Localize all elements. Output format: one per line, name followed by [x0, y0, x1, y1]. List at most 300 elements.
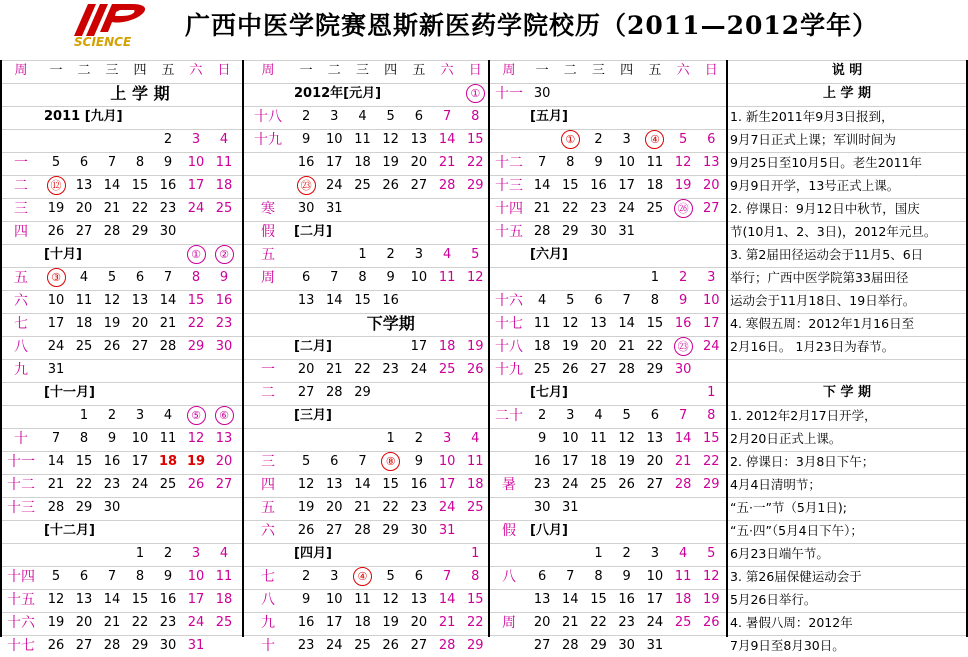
holiday-marker: ④: [353, 567, 372, 586]
day-cell: 21: [674, 454, 692, 469]
day-cell: 17: [410, 339, 428, 354]
day-cell: 12: [187, 431, 205, 446]
day-cell: 10: [703, 293, 720, 308]
day-cell: [292, 175, 320, 197]
day-cell: 17: [187, 178, 205, 193]
day-cell: 29: [467, 178, 484, 193]
day-cell: 24: [410, 362, 428, 377]
day-cell: 27: [297, 385, 315, 400]
day-cell: 4: [678, 546, 688, 561]
week-number: 十一: [495, 86, 523, 102]
day-cell: 19: [618, 454, 635, 469]
note-line: 9月7日正式上课；军训时间为: [730, 132, 896, 147]
week-number: 十七: [7, 638, 35, 654]
header-day: 一: [299, 63, 313, 78]
week-number: 一: [261, 362, 275, 378]
note-line: 2. 停课日：3月8日下午；: [730, 454, 875, 469]
day-cell: 7: [566, 569, 575, 584]
day-cell: 9: [678, 293, 688, 308]
week-number: 十二: [495, 155, 523, 171]
day-cell: 22: [703, 454, 720, 469]
page-title: 广西中医学院赛恩斯新医药学院校历（2011—2012学年）: [185, 11, 879, 40]
day-cell: 4: [163, 408, 173, 423]
day-cell: 30: [590, 224, 607, 239]
day-cell: 1: [471, 546, 480, 561]
day-cell: 29: [590, 638, 607, 653]
day-cell: 31: [562, 500, 579, 515]
holiday-marker: ⑥: [215, 406, 234, 425]
day-cell: 5: [471, 247, 480, 262]
day-cell: 24: [646, 615, 664, 630]
day-cell: 5: [678, 132, 688, 147]
day-cell: 16: [674, 316, 692, 331]
note-line: 2月20日正式上课。: [730, 431, 842, 446]
day-cell: 28: [159, 339, 177, 354]
day-cell: 2: [414, 431, 424, 446]
day-cell: 2: [386, 247, 395, 262]
day-cell: 10: [326, 132, 343, 147]
day-cell: 27: [215, 477, 233, 492]
day-cell: 28: [354, 523, 371, 538]
day-cell: 31: [646, 638, 664, 653]
day-cell: 17: [646, 592, 664, 607]
day-cell: 15: [131, 592, 149, 607]
day-cell: 28: [103, 638, 121, 653]
day-cell: 12: [47, 592, 65, 607]
notes-heading: 下 学 期: [822, 385, 872, 400]
week-number: 十七: [495, 316, 523, 332]
day-cell: 22: [590, 615, 607, 630]
day-cell: 31: [618, 224, 635, 239]
week-number: 十九: [254, 132, 282, 148]
day-cell: 18: [438, 339, 456, 354]
week-number: 十四: [495, 201, 523, 217]
day-cell: 22: [467, 615, 484, 630]
day-cell: 3: [650, 546, 660, 561]
day-cell: 3: [330, 109, 339, 124]
day-cell: 18: [354, 615, 371, 630]
day-cell: 26: [297, 523, 315, 538]
note-line: “五·四”（5月4日下午）；: [730, 523, 863, 538]
day-cell: 10: [187, 569, 205, 584]
day-cell: 18: [674, 592, 692, 607]
day-cell: 29: [703, 477, 720, 492]
day-cell: 4: [442, 247, 452, 262]
day-cell: 11: [467, 454, 484, 469]
week-number: 假: [502, 523, 516, 539]
month-label: [十月]: [44, 247, 82, 262]
week-number: 八: [502, 569, 516, 585]
day-cell: 26: [103, 339, 121, 354]
note-line: 举行；广西中医学院第33届田径: [730, 270, 909, 285]
day-cell: [182, 244, 210, 266]
note-line: 5月26日举行。: [730, 592, 817, 607]
week-number: 周: [502, 615, 516, 631]
day-cell: 3: [707, 270, 716, 285]
note-line: 7月9日至8月30日。: [730, 638, 845, 653]
day-cell: 6: [414, 569, 424, 584]
day-cell: 22: [467, 155, 484, 170]
day-cell: 21: [326, 362, 343, 377]
day-cell: 13: [533, 592, 551, 607]
day-cell: 27: [410, 178, 428, 193]
day-cell: 12: [103, 293, 121, 308]
day-cell: 26: [562, 362, 579, 377]
day-cell: 13: [410, 592, 428, 607]
day-cell: 25: [354, 178, 371, 193]
day-cell: 20: [215, 454, 233, 469]
day-cell: 4: [358, 109, 367, 124]
month-label: [七月]: [530, 385, 568, 400]
week-number: 八: [261, 592, 275, 608]
day-cell: 29: [131, 224, 149, 239]
day-cell: 9: [163, 155, 173, 170]
day-cell: 10: [187, 155, 205, 170]
day-cell: 8: [358, 270, 367, 285]
day-cell: 12: [562, 316, 579, 331]
day-cell: 18: [354, 155, 371, 170]
day-cell: 26: [47, 638, 65, 653]
week-number: 五: [261, 247, 275, 263]
day-cell: 13: [590, 316, 607, 331]
day-cell: 4: [79, 270, 89, 285]
header-day: 一: [49, 63, 63, 78]
day-cell: 19: [562, 339, 579, 354]
day-cell: 27: [131, 339, 149, 354]
day-cell: 1: [650, 270, 660, 285]
day-cell: 23: [410, 500, 428, 515]
day-cell: 26: [382, 178, 399, 193]
month-label: [六月]: [530, 247, 568, 262]
day-cell: 5: [622, 408, 631, 423]
day-cell: 14: [438, 132, 456, 147]
day-cell: 5: [386, 109, 395, 124]
day-cell: 24: [438, 500, 456, 515]
day-cell: 14: [103, 178, 121, 193]
day-cell: 20: [75, 201, 93, 216]
week-number: 十五: [495, 224, 523, 240]
holiday-marker: ②: [215, 245, 234, 264]
day-cell: 5: [51, 569, 61, 584]
day-cell: 24: [47, 339, 65, 354]
week-number: 假: [261, 224, 275, 240]
header-day: 四: [620, 63, 634, 78]
day-cell: 28: [103, 224, 121, 239]
day-cell: 15: [382, 477, 399, 492]
day-cell: 5: [707, 546, 716, 561]
week-number: 六: [261, 523, 275, 539]
day-cell: 29: [467, 638, 484, 653]
day-cell: 16: [297, 155, 315, 170]
day-cell: [210, 405, 238, 427]
day-cell: 15: [467, 132, 484, 147]
week-number: 七: [261, 569, 275, 585]
header-day: 日: [217, 63, 231, 78]
header-day: 五: [161, 63, 175, 78]
day-cell: 23: [533, 477, 551, 492]
day-cell: 21: [354, 500, 371, 515]
header-week: 周: [261, 63, 275, 78]
day-cell: 13: [75, 592, 93, 607]
day-cell: 5: [51, 155, 61, 170]
week-number: 十三: [7, 500, 35, 516]
day-cell: 5: [386, 569, 395, 584]
note-line: 2. 停课日：9月12日中秋节，国庆: [730, 201, 920, 216]
day-cell: 21: [159, 316, 177, 331]
day-cell: 22: [354, 362, 371, 377]
day-cell: 25: [354, 638, 371, 653]
note-line: 运动会于11月18日、19日举行。: [730, 293, 916, 308]
header-day: 五: [412, 63, 426, 78]
week-number: 十六: [7, 615, 35, 631]
day-cell: 13: [410, 132, 428, 147]
day-cell: 3: [414, 247, 424, 262]
day-cell: 17: [131, 454, 149, 469]
day-cell: 22: [187, 316, 205, 331]
header-day: 五: [648, 63, 662, 78]
day-cell: 14: [326, 293, 343, 308]
day-cell: 12: [618, 431, 635, 446]
month-label: [十二月]: [44, 523, 95, 538]
day-cell: 15: [646, 316, 664, 331]
day-cell: 11: [215, 569, 233, 584]
day-cell: 19: [382, 155, 399, 170]
day-cell: 2: [301, 109, 311, 124]
day-cell: 30: [215, 339, 233, 354]
holiday-marker: ①: [466, 84, 485, 103]
note-line: 1. 新生2011年9月3日报到，: [730, 109, 894, 124]
day-cell: 13: [297, 293, 315, 308]
day-cell: 14: [533, 178, 551, 193]
week-number: 四: [14, 224, 28, 240]
day-cell: 23: [159, 201, 177, 216]
day-cell: 27: [326, 523, 343, 538]
day-cell: 27: [590, 362, 607, 377]
day-cell: 15: [131, 178, 149, 193]
week-number: 十一: [7, 454, 35, 470]
day-cell: 6: [79, 155, 89, 170]
holiday-marker: ㉖: [674, 199, 693, 218]
holiday-marker: ⑤: [187, 406, 206, 425]
day-cell: 23: [159, 615, 177, 630]
day-cell: 8: [707, 408, 716, 423]
day-cell: 7: [107, 569, 117, 584]
month-label: [八月]: [530, 523, 568, 538]
day-cell: 6: [135, 270, 145, 285]
day-cell: 29: [382, 523, 399, 538]
day-cell: 1: [386, 431, 395, 446]
month-label: [二月]: [294, 224, 332, 239]
day-cell: 9: [386, 270, 395, 285]
week-number: 十九: [495, 362, 523, 378]
day-cell: 3: [566, 408, 575, 423]
header-day: 六: [440, 63, 454, 78]
week-number: 寒: [261, 201, 275, 217]
day-cell: 10: [562, 431, 579, 446]
day-cell: 15: [187, 293, 205, 308]
day-cell: 1: [358, 247, 367, 262]
day-cell: 24: [703, 339, 720, 354]
day-cell: 25: [533, 362, 551, 377]
day-cell: 21: [103, 615, 121, 630]
day-cell: 16: [590, 178, 607, 193]
semester-title: 上 学 期: [110, 84, 170, 103]
day-cell: 10: [618, 155, 635, 170]
week-number: 二: [261, 385, 275, 401]
day-cell: 2: [107, 408, 117, 423]
day-cell: 11: [646, 155, 664, 170]
header-day: 三: [355, 63, 369, 78]
day-cell: 29: [646, 362, 664, 377]
day-cell: 11: [159, 431, 177, 446]
day-cell: 19: [467, 339, 484, 354]
day-cell: 8: [471, 109, 480, 124]
note-line: 9月25日至10月5日。老生2011年: [730, 155, 923, 170]
note-line: 9月9日开学，13号正式上课。: [730, 178, 900, 193]
day-cell: 18: [646, 178, 664, 193]
day-cell: 26: [703, 615, 720, 630]
day-cell: 6: [650, 408, 660, 423]
day-cell: 12: [674, 155, 692, 170]
day-cell: 15: [562, 178, 579, 193]
week-number: 四: [261, 477, 275, 493]
day-cell: [669, 336, 697, 358]
day-cell: 20: [590, 339, 607, 354]
day-cell: 7: [107, 155, 117, 170]
day-cell: 24: [131, 477, 149, 492]
day-cell: 2: [622, 546, 631, 561]
day-cell: 18: [467, 477, 484, 492]
day-cell: 23: [382, 362, 399, 377]
day-cell: 13: [326, 477, 343, 492]
day-cell: 14: [159, 293, 177, 308]
day-cell: 30: [159, 638, 177, 653]
day-cell: 22: [382, 500, 399, 515]
week-number: 十八: [254, 109, 282, 125]
day-cell: 25: [215, 201, 233, 216]
header-day: 六: [189, 63, 203, 78]
day-cell: 8: [566, 155, 575, 170]
day-cell: 25: [590, 477, 607, 492]
week-number: 十四: [7, 569, 35, 585]
day-cell: 9: [622, 569, 631, 584]
week-number: 五: [261, 500, 275, 516]
day-cell: 16: [103, 454, 121, 469]
day-cell: 14: [103, 592, 121, 607]
day-cell: [42, 175, 70, 197]
week-number: 十: [261, 638, 275, 654]
day-cell: 30: [103, 500, 121, 515]
week-number: 三: [14, 201, 28, 217]
day-cell: 12: [703, 569, 720, 584]
day-cell: 2: [537, 408, 547, 423]
day-cell: 17: [562, 454, 579, 469]
day-cell: 8: [135, 569, 145, 584]
day-cell: 16: [159, 178, 177, 193]
day-cell: 25: [75, 339, 93, 354]
holiday-marker: ⑧: [381, 452, 400, 471]
day-cell: 25: [215, 615, 233, 630]
day-cell: 24: [562, 477, 579, 492]
day-cell: 13: [131, 293, 149, 308]
day-cell: 7: [358, 454, 367, 469]
day-cell: 15: [590, 592, 607, 607]
day-cell: 28: [674, 477, 692, 492]
day-cell: 24: [618, 201, 635, 216]
month-label: 2011 [九月]: [44, 109, 123, 124]
header-day: 二: [77, 63, 91, 78]
science-logo-icon: [60, 2, 180, 50]
day-cell: 16: [618, 592, 635, 607]
day-cell: 22: [646, 339, 664, 354]
day-cell: 25: [467, 500, 484, 515]
week-number: 十三: [495, 178, 523, 194]
header-day: 三: [591, 63, 605, 78]
day-cell: 21: [47, 477, 65, 492]
day-cell: 11: [354, 132, 371, 147]
day-cell: 28: [326, 385, 343, 400]
day-cell: 9: [414, 454, 424, 469]
day-cell: 18: [533, 339, 551, 354]
day-cell: 17: [326, 155, 343, 170]
day-cell: 10: [438, 454, 456, 469]
day-cell: 17: [438, 477, 456, 492]
day-cell: 2: [594, 132, 603, 147]
day-cell: 6: [537, 569, 547, 584]
day-cell: 12: [297, 477, 315, 492]
note-line: 3. 第2届田径运动会于11月5、6日: [730, 247, 924, 262]
semester-title: 下学期: [366, 314, 415, 333]
day-cell: 19: [103, 316, 121, 331]
logo-text: SCIENCE: [74, 35, 132, 49]
day-cell: 9: [301, 132, 311, 147]
header-day: 六: [676, 63, 690, 78]
week-number: 十六: [495, 293, 523, 309]
day-cell: 21: [562, 615, 579, 630]
day-cell: 24: [326, 638, 343, 653]
day-cell: 1: [135, 546, 145, 561]
day-cell: 2: [678, 270, 688, 285]
day-cell: 17: [187, 592, 205, 607]
header-day: 一: [535, 63, 549, 78]
day-cell: 18: [215, 178, 233, 193]
day-cell: 28: [533, 224, 551, 239]
day-cell: 24: [187, 615, 205, 630]
day-cell: 19: [186, 454, 206, 469]
day-cell: 13: [703, 155, 720, 170]
day-cell: 21: [438, 155, 456, 170]
note-line: 4月4日清明节；: [730, 477, 821, 492]
day-cell: 18: [158, 454, 178, 469]
day-cell: 27: [533, 638, 551, 653]
day-cell: 29: [131, 638, 149, 653]
day-cell: 15: [75, 454, 93, 469]
holiday-marker: ④: [645, 130, 664, 149]
week-number: 二十: [495, 408, 523, 424]
day-cell: 10: [326, 592, 343, 607]
day-cell: 16: [410, 477, 428, 492]
day-cell: 1: [594, 546, 603, 561]
note-line: 6月23日端午节。: [730, 546, 829, 561]
day-cell: 10: [131, 431, 149, 446]
day-cell: 7: [330, 270, 339, 285]
day-cell: 20: [75, 615, 93, 630]
day-cell: 23: [618, 615, 635, 630]
day-cell: 19: [703, 592, 720, 607]
month-label: 2012年[元月]: [294, 86, 382, 101]
day-cell: 16: [382, 293, 399, 308]
day-cell: 23: [297, 638, 315, 653]
